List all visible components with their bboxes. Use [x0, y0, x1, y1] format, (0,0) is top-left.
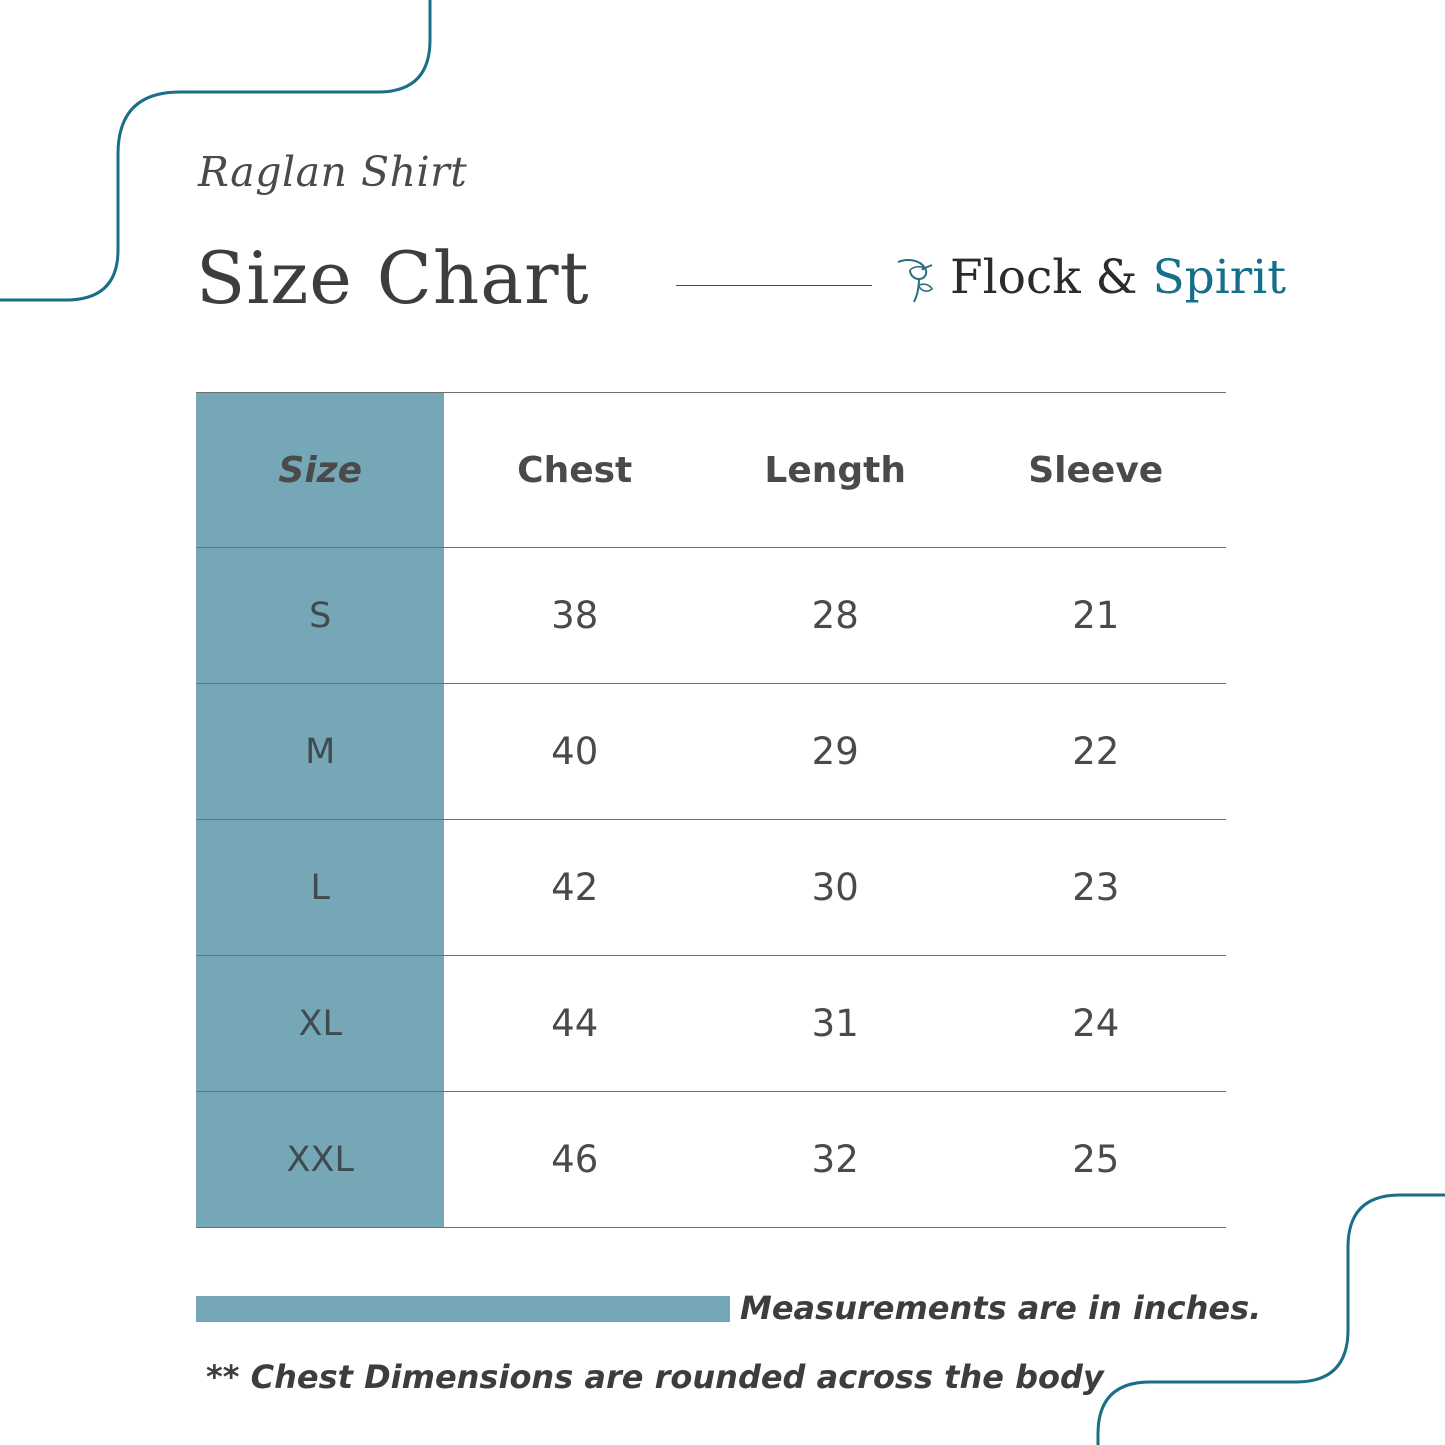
- cell-chest: 46: [444, 1092, 705, 1228]
- column-header-size: Size: [196, 393, 444, 548]
- table-row: [196, 956, 1226, 1092]
- table-row: [196, 548, 1226, 684]
- chest-dimensions-note: ** Chest Dimensions are rounded across the body: [206, 1358, 1104, 1396]
- size-chart-table-wrapper: [196, 392, 1226, 1228]
- cell-chest: 44: [444, 956, 705, 1092]
- cell-sleeve: 21: [965, 548, 1226, 684]
- cell-length: 32: [705, 1092, 966, 1228]
- cell-size: XL: [196, 956, 444, 1092]
- bird-leaf-icon: [894, 252, 940, 304]
- cell-length: 29: [705, 684, 966, 820]
- cell-length: 30: [705, 820, 966, 956]
- page-title: Size Chart: [196, 236, 590, 320]
- measurements-note: Measurements are in inches.: [740, 1289, 1262, 1327]
- cell-length: 31: [705, 956, 966, 1092]
- brand-logo: [894, 250, 1286, 305]
- cell-size: M: [196, 684, 444, 820]
- table-header: [196, 393, 1226, 548]
- column-header-length: Length: [705, 393, 966, 548]
- brand-name-accent: Spirit: [1152, 250, 1287, 305]
- table-body: [196, 548, 1226, 1228]
- table-row: [196, 684, 1226, 820]
- cell-size: L: [196, 820, 444, 956]
- table-row: [196, 820, 1226, 956]
- product-subtitle: Raglan Shirt: [198, 148, 468, 196]
- cell-size: S: [196, 548, 444, 684]
- brand-name-first: Flock &: [950, 250, 1153, 305]
- cell-size: XXL: [196, 1092, 444, 1228]
- size-chart-table: [196, 392, 1226, 1228]
- footer-accent-bar: [196, 1296, 730, 1322]
- cell-sleeve: 22: [965, 684, 1226, 820]
- column-header-chest: Chest: [444, 393, 705, 548]
- table-row: [196, 1092, 1226, 1228]
- cell-sleeve: 25: [965, 1092, 1226, 1228]
- cell-chest: 40: [444, 684, 705, 820]
- cell-sleeve: 23: [965, 820, 1226, 956]
- column-header-sleeve: Sleeve: [965, 393, 1226, 548]
- title-divider: [676, 285, 872, 286]
- table-header-row: [196, 393, 1226, 548]
- cell-chest: 42: [444, 820, 705, 956]
- brand-name: [950, 250, 1286, 305]
- cell-sleeve: 24: [965, 956, 1226, 1092]
- cell-length: 28: [705, 548, 966, 684]
- cell-chest: 38: [444, 548, 705, 684]
